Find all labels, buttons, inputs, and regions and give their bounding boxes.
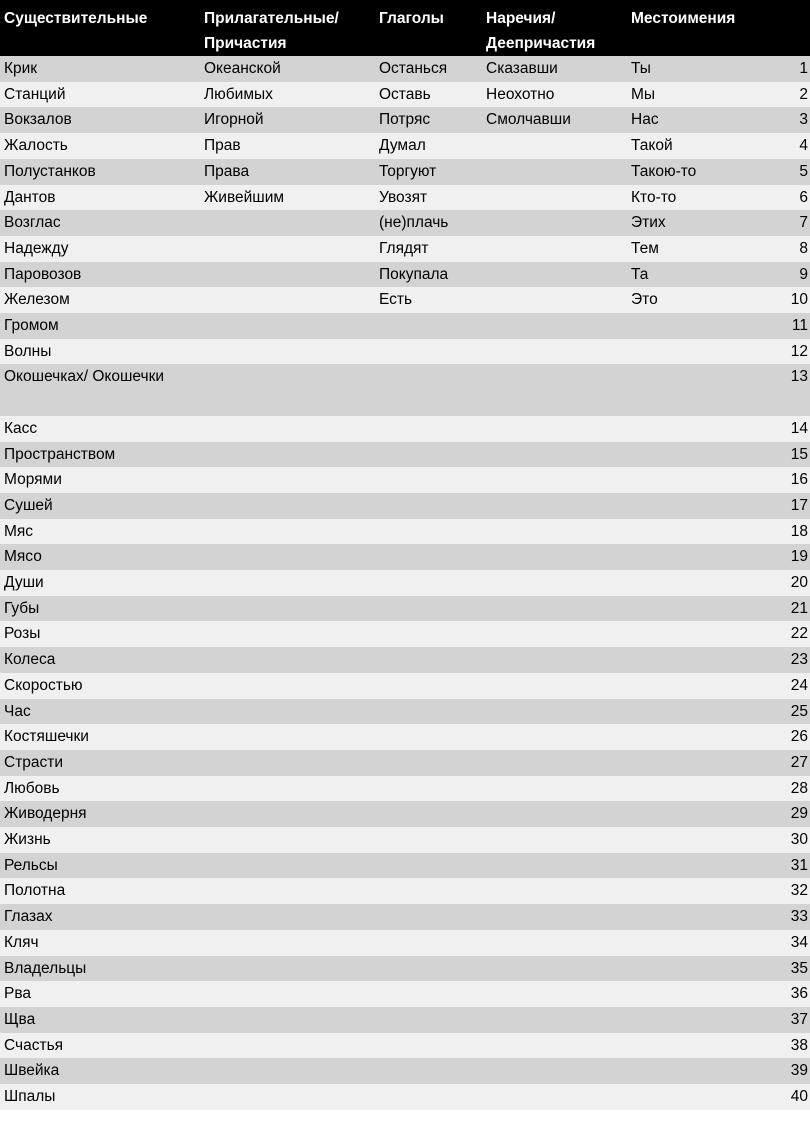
- adverb-cell: [482, 904, 627, 930]
- row-number-cell: 18: [790, 522, 808, 540]
- adjective-cell: [200, 210, 375, 236]
- table-row: [0, 776, 810, 802]
- verb-cell: Увозят: [379, 188, 428, 206]
- verb-cell: Потряс: [379, 111, 431, 129]
- row-number-cell: 29: [790, 805, 808, 823]
- noun-cell: Волны: [4, 342, 52, 360]
- adverb-cell: [482, 416, 627, 442]
- table-row: [0, 930, 810, 956]
- row-number-cell: 24: [790, 676, 808, 694]
- adjective-cell: [200, 519, 375, 545]
- adverb-cell: [482, 467, 627, 493]
- adverb-cell: [482, 827, 627, 853]
- table-row: [0, 1058, 810, 1084]
- adverb-cell: [482, 750, 627, 776]
- header-nouns: Существительные: [0, 0, 200, 56]
- adverb-cell: [482, 339, 627, 365]
- row-number-cell: 20: [790, 574, 808, 592]
- adjective-cell: [200, 416, 375, 442]
- table-row: [0, 878, 810, 904]
- table-row: [0, 262, 810, 288]
- adjective-cell: [200, 981, 375, 1007]
- pronoun-cell: [627, 904, 755, 930]
- table-row: [0, 647, 810, 673]
- noun-cell: Станций: [4, 85, 66, 103]
- table-row: [0, 827, 810, 853]
- noun-cell: Любовь: [4, 779, 60, 797]
- pronoun-cell: [627, 570, 755, 596]
- row-number-cell: 19: [790, 548, 808, 566]
- verb-cell: [375, 801, 482, 827]
- adjective-cell: [200, 364, 375, 415]
- noun-cell: Вокзалов: [4, 111, 72, 129]
- noun-cell: Швейка: [4, 1062, 60, 1080]
- pronoun-cell: [627, 930, 755, 956]
- table-row: [0, 801, 810, 827]
- noun-cell: Окошечках/ Окошечки: [4, 368, 165, 386]
- noun-cell: Пространством: [4, 445, 116, 463]
- adverb-cell: [482, 673, 627, 699]
- table-row: [0, 82, 810, 108]
- noun-cell: Морями: [4, 471, 62, 489]
- adjective-cell: Права: [204, 162, 250, 180]
- adverb-cell: [482, 596, 627, 622]
- adverb-cell: [482, 364, 627, 415]
- table-row: [0, 621, 810, 647]
- adverb-cell: [482, 313, 627, 339]
- noun-cell: Рельсы: [4, 856, 58, 874]
- noun-cell: Полотна: [4, 882, 66, 900]
- adjective-cell: [200, 442, 375, 468]
- pronoun-cell: Это: [631, 291, 658, 309]
- verb-cell: Покупала: [379, 265, 449, 283]
- adverb-cell: [482, 1033, 627, 1059]
- adjective-cell: [200, 930, 375, 956]
- pronoun-cell: [627, 981, 755, 1007]
- verb-cell: [375, 416, 482, 442]
- adjective-cell: [200, 853, 375, 879]
- table-row: [0, 544, 810, 570]
- pronoun-cell: Тем: [631, 239, 659, 257]
- table-row: [0, 467, 810, 493]
- adjective-cell: [200, 878, 375, 904]
- adverb-cell: [482, 956, 627, 982]
- adjective-cell: [200, 1033, 375, 1059]
- row-number-cell: 15: [790, 445, 808, 463]
- adjective-cell: [200, 236, 375, 262]
- pronoun-cell: [627, 467, 755, 493]
- row-number-cell: 22: [790, 625, 808, 643]
- adjective-cell: [200, 724, 375, 750]
- adjective-cell: Океанской: [204, 60, 281, 77]
- noun-cell: Надежду: [4, 239, 69, 257]
- table-row: [0, 416, 810, 442]
- noun-cell: Шпалы: [4, 1088, 56, 1106]
- verb-cell: [375, 699, 482, 725]
- adverb-cell: [482, 776, 627, 802]
- verb-cell: (не)плачь: [379, 214, 449, 232]
- adjective-cell: [200, 1007, 375, 1033]
- row-number-cell: 27: [790, 753, 808, 771]
- header-number: [755, 0, 810, 56]
- table-row: [0, 364, 810, 415]
- table-row: [0, 699, 810, 725]
- table-row: [0, 210, 810, 236]
- row-number-cell: 32: [790, 882, 808, 900]
- row-number-cell: 37: [790, 1011, 808, 1028]
- pronoun-cell: [627, 1033, 755, 1059]
- row-number-cell: 12: [790, 342, 808, 360]
- row-number-cell: 21: [790, 599, 808, 617]
- row-number-cell: 31: [790, 856, 808, 874]
- adjective-cell: Прав: [204, 137, 241, 155]
- row-number-cell: 17: [790, 496, 808, 514]
- adverb-cell: [482, 930, 627, 956]
- table-row: [0, 159, 810, 185]
- verb-cell: Думал: [379, 137, 426, 155]
- adjective-cell: [200, 339, 375, 365]
- row-number-cell: 11: [791, 317, 808, 335]
- pronoun-cell: [627, 339, 755, 365]
- row-number-cell: 28: [790, 779, 808, 797]
- noun-cell: Кляч: [4, 933, 39, 951]
- table-row: [0, 133, 810, 159]
- noun-cell: Сушей: [4, 496, 53, 514]
- row-number-cell: 7: [799, 214, 808, 232]
- adjective-cell: [200, 776, 375, 802]
- header-verbs: Глаголы: [375, 0, 482, 56]
- adjective-cell: [200, 1058, 375, 1084]
- verb-cell: [375, 570, 482, 596]
- verb-cell: [375, 853, 482, 879]
- verb-cell: [375, 956, 482, 982]
- row-number-cell: 1: [799, 60, 808, 77]
- pronoun-cell: [627, 724, 755, 750]
- table-row: [0, 287, 810, 313]
- header-adverbs: Наречия/ Деепричастия: [482, 0, 627, 56]
- pronoun-cell: [627, 827, 755, 853]
- header-pronouns: Местоимения: [627, 0, 755, 56]
- verb-cell: [375, 776, 482, 802]
- pronoun-cell: [627, 621, 755, 647]
- verb-cell: [375, 1033, 482, 1059]
- pronoun-cell: Нас: [631, 111, 659, 129]
- adjective-cell: [200, 570, 375, 596]
- header-row: [0, 0, 810, 56]
- adverb-cell: Неохотно: [486, 85, 555, 103]
- adverb-cell: Смолчавши: [486, 111, 571, 129]
- adjective-cell: [200, 544, 375, 570]
- table-row: [0, 570, 810, 596]
- pronoun-cell: [627, 750, 755, 776]
- table-body: [0, 56, 810, 1110]
- adverb-cell: [482, 853, 627, 879]
- noun-cell: Час: [4, 702, 31, 720]
- noun-cell: Скоростью: [4, 676, 83, 694]
- noun-cell: Крик: [4, 60, 38, 77]
- adverb-cell: [482, 570, 627, 596]
- row-number-cell: 40: [790, 1088, 808, 1106]
- noun-cell: Жалость: [4, 137, 68, 155]
- adverb-cell: [482, 647, 627, 673]
- adverb-cell: [482, 519, 627, 545]
- table-row: [0, 673, 810, 699]
- table-row: [0, 853, 810, 879]
- adjective-cell: [200, 647, 375, 673]
- row-number-cell: 6: [799, 188, 808, 206]
- pronoun-cell: [627, 801, 755, 827]
- noun-cell: Железом: [4, 291, 70, 309]
- verb-cell: [375, 621, 482, 647]
- noun-cell: Дантов: [4, 188, 56, 206]
- verb-cell: [375, 878, 482, 904]
- row-number-cell: 36: [790, 985, 808, 1003]
- noun-cell: Жизнь: [4, 831, 51, 849]
- adjective-cell: [200, 493, 375, 519]
- pronoun-cell: [627, 544, 755, 570]
- noun-cell: Щва: [4, 1011, 36, 1028]
- adjective-cell: Игорной: [204, 111, 264, 129]
- verb-cell: [375, 930, 482, 956]
- verb-cell: [375, 544, 482, 570]
- pronoun-cell: Ты: [631, 60, 651, 77]
- noun-cell: Живодерня: [4, 805, 87, 823]
- row-number-cell: 14: [790, 419, 808, 437]
- pronoun-cell: [627, 493, 755, 519]
- pronoun-cell: [627, 416, 755, 442]
- row-number-cell: 16: [790, 471, 808, 489]
- adverb-cell: [482, 133, 627, 159]
- pronoun-cell: [627, 956, 755, 982]
- table-row: [0, 596, 810, 622]
- adjective-cell: [200, 673, 375, 699]
- table-row: [0, 750, 810, 776]
- adjective-cell: [200, 287, 375, 313]
- noun-cell: Губы: [4, 599, 40, 617]
- pronoun-cell: [627, 364, 755, 415]
- verb-cell: [375, 673, 482, 699]
- table-row: [0, 904, 810, 930]
- pronoun-cell: [627, 853, 755, 879]
- row-number-cell: 13: [790, 368, 808, 386]
- adverb-cell: [482, 262, 627, 288]
- pronoun-cell: [627, 1058, 755, 1084]
- pronoun-cell: Этих: [631, 214, 666, 232]
- verb-cell: [375, 596, 482, 622]
- pronoun-cell: Та: [631, 265, 649, 283]
- noun-cell: Рва: [4, 985, 32, 1003]
- pronoun-cell: [627, 519, 755, 545]
- row-number-cell: 8: [799, 239, 808, 257]
- adverb-cell: [482, 493, 627, 519]
- row-number-cell: 33: [790, 908, 808, 926]
- table-row: [0, 56, 810, 82]
- pronoun-cell: Кто-то: [631, 188, 677, 206]
- adjective-cell: [200, 699, 375, 725]
- pronoun-cell: [627, 1084, 755, 1110]
- pronoun-cell: [627, 673, 755, 699]
- pronoun-cell: [627, 699, 755, 725]
- adjective-cell: [200, 262, 375, 288]
- row-number-cell: 10: [790, 291, 808, 309]
- adjective-cell: [200, 827, 375, 853]
- noun-cell: Владельцы: [4, 959, 87, 977]
- row-number-cell: 35: [790, 959, 808, 977]
- table-row: [0, 1007, 810, 1033]
- verb-cell: [375, 467, 482, 493]
- table-row: [0, 519, 810, 545]
- verb-cell: [375, 827, 482, 853]
- verb-cell: [375, 364, 482, 415]
- row-number-cell: 34: [790, 933, 808, 951]
- noun-cell: Полустанков: [4, 162, 96, 180]
- table-row: [0, 236, 810, 262]
- noun-cell: Паровозов: [4, 265, 82, 283]
- noun-cell: Касс: [4, 419, 38, 437]
- pronoun-cell: [627, 313, 755, 339]
- row-number-cell: 5: [799, 162, 808, 180]
- row-number-cell: 9: [799, 265, 808, 283]
- adjective-cell: [200, 621, 375, 647]
- verb-cell: [375, 313, 482, 339]
- noun-cell: Страсти: [4, 753, 64, 771]
- row-number-cell: 39: [790, 1062, 808, 1080]
- verb-cell: [375, 339, 482, 365]
- adverb-cell: [482, 621, 627, 647]
- adverb-cell: [482, 544, 627, 570]
- pronoun-cell: Такою-то: [631, 162, 697, 180]
- row-number-cell: 2: [799, 85, 808, 103]
- adjective-cell: [200, 956, 375, 982]
- table-row: [0, 313, 810, 339]
- table-row: [0, 724, 810, 750]
- adverb-cell: [482, 1084, 627, 1110]
- verb-cell: Останься: [379, 60, 448, 77]
- table-row: [0, 493, 810, 519]
- adjective-cell: Любимых: [204, 85, 273, 103]
- verb-cell: [375, 981, 482, 1007]
- pronoun-cell: [627, 442, 755, 468]
- row-number-cell: 23: [790, 651, 808, 669]
- adjective-cell: Живейшим: [204, 188, 285, 206]
- adverb-cell: [482, 724, 627, 750]
- verb-cell: Оставь: [379, 85, 431, 103]
- noun-cell: Розы: [4, 625, 41, 643]
- table-row: [0, 107, 810, 133]
- noun-cell: Громом: [4, 317, 59, 335]
- adverb-cell: Сказавши: [486, 60, 558, 77]
- verb-cell: Есть: [379, 291, 413, 309]
- row-number-cell: 26: [790, 728, 808, 746]
- table-row: [0, 442, 810, 468]
- pronoun-cell: [627, 647, 755, 673]
- adverb-cell: [482, 185, 627, 211]
- noun-cell: Костяшечки: [4, 728, 89, 746]
- verb-cell: [375, 442, 482, 468]
- pronoun-cell: [627, 1007, 755, 1033]
- adverb-cell: [482, 699, 627, 725]
- adjective-cell: [200, 467, 375, 493]
- row-number-cell: 30: [790, 831, 808, 849]
- adverb-cell: [482, 801, 627, 827]
- verb-cell: [375, 1007, 482, 1033]
- row-number-cell: 25: [790, 702, 808, 720]
- adverb-cell: [482, 287, 627, 313]
- header-adjectives: Прилагательные/ Причастия: [200, 0, 375, 56]
- table-row: [0, 956, 810, 982]
- pronoun-cell: Мы: [631, 85, 656, 103]
- adjective-cell: [200, 313, 375, 339]
- verb-cell: [375, 750, 482, 776]
- noun-cell: Колеса: [4, 651, 56, 669]
- verb-cell: [375, 724, 482, 750]
- adverb-cell: [482, 236, 627, 262]
- noun-cell: Мясо: [4, 548, 42, 566]
- pronoun-cell: Такой: [631, 137, 673, 155]
- noun-cell: Мяс: [4, 522, 34, 540]
- verb-cell: [375, 904, 482, 930]
- verb-cell: Торгуют: [379, 162, 437, 180]
- verb-cell: [375, 647, 482, 673]
- table-row: [0, 1033, 810, 1059]
- adverb-cell: [482, 1007, 627, 1033]
- pronoun-cell: [627, 776, 755, 802]
- table-row: [0, 339, 810, 365]
- noun-cell: Возглас: [4, 214, 61, 232]
- noun-cell: Глазах: [4, 908, 53, 926]
- noun-cell: Счастья: [4, 1036, 64, 1054]
- noun-cell: Души: [4, 574, 44, 592]
- adverb-cell: [482, 981, 627, 1007]
- adjective-cell: [200, 904, 375, 930]
- adjective-cell: [200, 596, 375, 622]
- verb-cell: [375, 1084, 482, 1110]
- table-row: [0, 981, 810, 1007]
- row-number-cell: 38: [790, 1036, 808, 1054]
- adverb-cell: [482, 159, 627, 185]
- verb-cell: [375, 493, 482, 519]
- adjective-cell: [200, 1084, 375, 1110]
- table-row: [0, 185, 810, 211]
- pronoun-cell: [627, 596, 755, 622]
- adverb-cell: [482, 210, 627, 236]
- adverb-cell: [482, 878, 627, 904]
- verb-cell: [375, 519, 482, 545]
- adverb-cell: [482, 1058, 627, 1084]
- row-number-cell: 4: [799, 137, 808, 155]
- adverb-cell: [482, 442, 627, 468]
- pronoun-cell: [627, 878, 755, 904]
- verb-cell: Глядят: [379, 239, 429, 257]
- adjective-cell: [200, 801, 375, 827]
- table-row: [0, 1084, 810, 1110]
- row-number-cell: 3: [799, 111, 808, 129]
- adjective-cell: [200, 750, 375, 776]
- verb-cell: [375, 1058, 482, 1084]
